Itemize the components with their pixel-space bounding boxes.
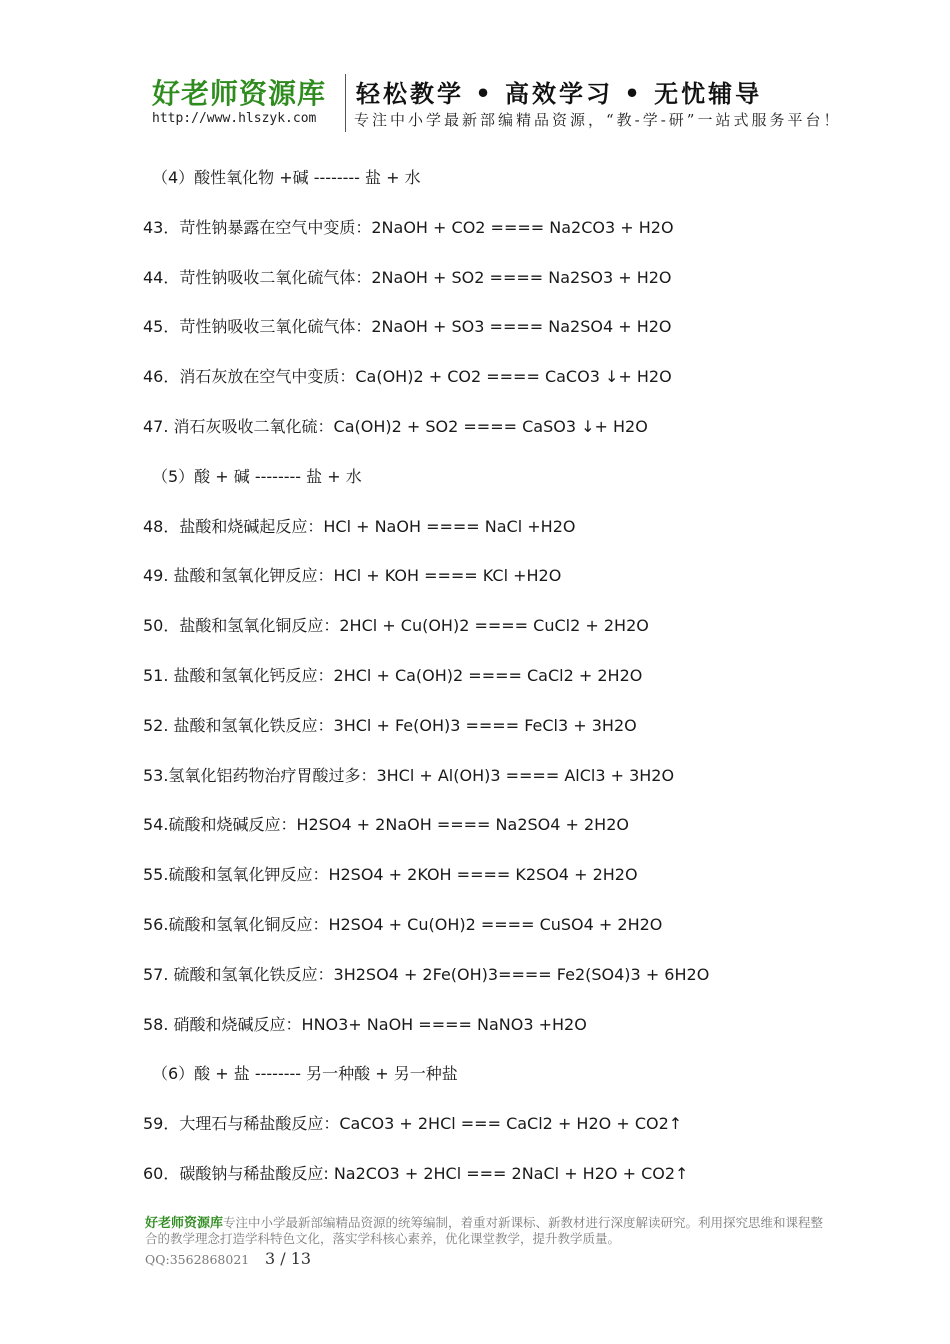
section-heading-6: （6）酸 + 盐 -------- 另一种酸 + 另一种盐	[152, 1064, 458, 1084]
equation-line-48: 48．盐酸和烧碱起反应：HCl + NaOH ==== NaCl +H2O	[143, 516, 576, 536]
equation-line-44: 44．苛性钠吸收二氧化硫气体：2NaOH + SO2 ==== Na2SO3 + H2O	[143, 267, 672, 287]
footer-description	[145, 1215, 825, 1246]
equation-line-57: 57. 硫酸和氢氧化铁反应：3H2SO4 + 2Fe(OH)3==== Fe2(SO4)3 + 6H2O	[143, 964, 710, 984]
section-heading-4: （4）酸性氧化物 +碱 -------- 盐 + 水	[152, 168, 421, 187]
page-footer	[145, 1215, 825, 1268]
header-divider	[345, 74, 346, 132]
footer-qq-contact: QQ:3562868021	[145, 1252, 250, 1267]
equation-line-43: 43．苛性钠暴露在空气中变质：2NaOH + CO2 ==== Na2CO3 + H2O	[143, 217, 674, 237]
equation-line-59: 59．大理石与稀盐酸反应：CaCO3 + 2HCl === CaCl2 + H2O + CO2↑	[143, 1114, 683, 1134]
equation-line-54: 54.硫酸和烧碱反应：H2SO4 + 2NaOH ==== Na2SO4 + 2H2O	[143, 815, 629, 835]
page-header	[152, 68, 912, 134]
footer-meta-row	[145, 1249, 825, 1268]
footer-description-text: 专注中小学最新部编精品资源的统筹编制，着重对新课标、新教材进行深度解读研究。利用探究思维和课程整合的教学理念打造学科特色文化，落实学科核心素养，优化课堂教学，提升教学质量。	[145, 1215, 824, 1246]
equation-line-47: 47. 消石灰吸收二氧化硫：Ca(OH)2 + SO2 ==== CaSO3 ↓+ H2O	[143, 416, 648, 436]
equation-line-52: 52. 盐酸和氢氧化铁反应：3HCl + Fe(OH)3 ==== FeCl3 + 3H2O	[143, 715, 637, 735]
equation-line-55: 55.硫酸和氢氧化钾反应：H2SO4 + 2KOH ==== K2SO4 + 2H2O	[143, 865, 638, 885]
site-url-link[interactable]: http://www.hlszyk.com	[152, 111, 317, 126]
equation-line-51: 51. 盐酸和氢氧化钙反应：2HCl + Ca(OH)2 ==== CaCl2 + 2H2O	[143, 665, 643, 685]
equation-line-45: 45．苛性钠吸收三氧化硫气体：2NaOH + SO3 ==== Na2SO4 + H2O	[143, 317, 672, 337]
equation-line-58: 58. 硝酸和烧碱反应：HNO3+ NaOH ==== NaNO3 +H2O	[143, 1014, 587, 1034]
page-number: 3 / 13	[265, 1249, 312, 1268]
header-slogan: 轻松教学 • 高效学习 • 无忧辅导	[356, 79, 763, 108]
equation-line-50: 50．盐酸和氢氧化铜反应：2HCl + Cu(OH)2 ==== CuCl2 + 2H2O	[143, 616, 649, 636]
brand-logo-text: 好老师资源库	[152, 77, 327, 110]
section-heading-5: （5）酸 + 碱 -------- 盐 + 水	[152, 466, 362, 486]
equation-line-46: 46．消石灰放在空气中变质：Ca(OH)2 + CO2 ==== CaCO3 ↓+ H2O	[143, 367, 672, 387]
footer-brand: 好老师资源库	[145, 1216, 224, 1231]
equation-line-53: 53.氢氧化铝药物治疗胃酸过多：3HCl + Al(OH)3 ==== AlCl3 + 3H2O	[143, 765, 675, 785]
equation-line-60: 60．碳酸钠与稀盐酸反应: Na2CO3 + 2HCl === 2NaCl + H2O + CO2↑	[143, 1163, 689, 1183]
header-tagline: 专注中小学最新部编精品资源，“教-学-研”一站式服务平台！	[354, 111, 842, 129]
equation-line-56: 56.硫酸和氢氧化铜反应：H2SO4 + Cu(OH)2 ==== CuSO4 + 2H2O	[143, 914, 663, 934]
document-body	[143, 166, 863, 1212]
equation-line-49: 49. 盐酸和氢氧化钾反应：HCl + KOH ==== KCl +H2O	[143, 566, 562, 586]
